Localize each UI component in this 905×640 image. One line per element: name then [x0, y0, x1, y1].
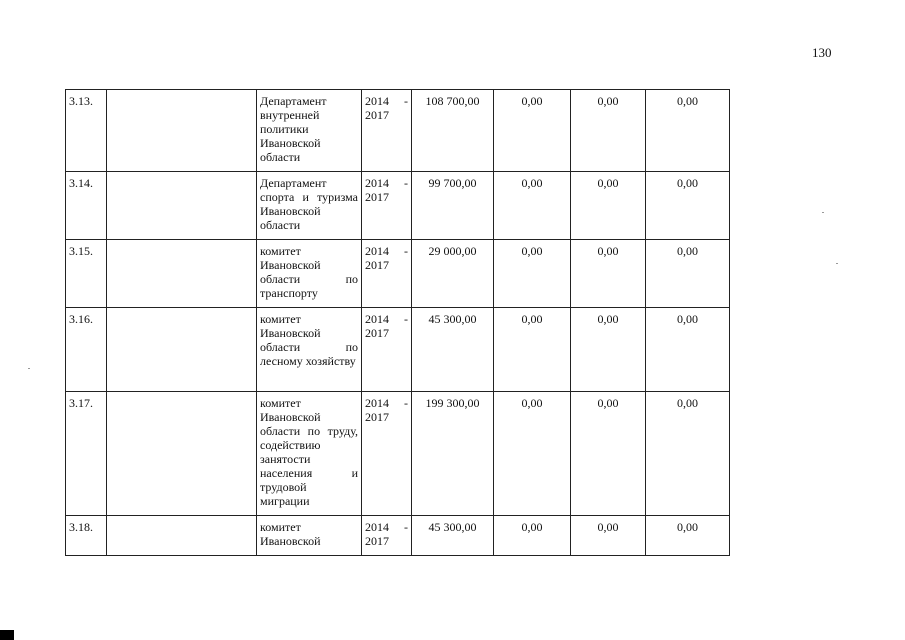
period [362, 392, 412, 516]
value-3: 0,00 [646, 240, 730, 308]
period-start: 2014 [365, 520, 389, 534]
total-sum: 45 300,00 [412, 516, 494, 556]
value-2: 0,00 [571, 90, 646, 172]
row-number: 3.14. [66, 172, 107, 240]
row-number: 3.16. [66, 308, 107, 392]
period [362, 90, 412, 172]
empty-cell [107, 308, 257, 392]
scan-speck [836, 263, 838, 264]
period-start: 2014 [365, 94, 389, 108]
total-sum: 99 700,00 [412, 172, 494, 240]
value-1: 0,00 [494, 516, 571, 556]
total-sum: 108 700,00 [412, 90, 494, 172]
period [362, 172, 412, 240]
table-row [66, 172, 730, 240]
department-name: комитет Ивановской области по труду, содействию занятости населения и трудовой миграции [257, 392, 362, 516]
period [362, 308, 412, 392]
period [362, 240, 412, 308]
period-dash: - [404, 396, 408, 410]
value-1: 0,00 [494, 392, 571, 516]
table-row [66, 308, 730, 392]
empty-cell [107, 90, 257, 172]
value-3: 0,00 [646, 90, 730, 172]
period-end: 2017 [365, 410, 389, 424]
value-3: 0,00 [646, 516, 730, 556]
value-1: 0,00 [494, 90, 571, 172]
value-2: 0,00 [571, 516, 646, 556]
scan-speck [28, 368, 30, 369]
period-dash: - [404, 520, 408, 534]
value-3: 0,00 [646, 392, 730, 516]
period-dash: - [404, 312, 408, 326]
table-row [66, 392, 730, 516]
scan-mark [0, 630, 14, 640]
empty-cell [107, 240, 257, 308]
row-number: 3.18. [66, 516, 107, 556]
value-3: 0,00 [646, 172, 730, 240]
period-end: 2017 [365, 108, 389, 122]
value-2: 0,00 [571, 172, 646, 240]
total-sum: 199 300,00 [412, 392, 494, 516]
department-name: Департамент спорта и туризма Ивановской области [257, 172, 362, 240]
period-end: 2017 [365, 258, 389, 272]
row-number: 3.15. [66, 240, 107, 308]
row-number: 3.17. [66, 392, 107, 516]
value-1: 0,00 [494, 240, 571, 308]
period-start: 2014 [365, 176, 389, 190]
period-dash: - [404, 244, 408, 258]
total-sum: 45 300,00 [412, 308, 494, 392]
value-1: 0,00 [494, 172, 571, 240]
empty-cell [107, 516, 257, 556]
budget-table [65, 89, 730, 556]
table-row [66, 516, 730, 556]
value-3: 0,00 [646, 308, 730, 392]
period-start: 2014 [365, 244, 389, 258]
value-2: 0,00 [571, 308, 646, 392]
period-end: 2017 [365, 326, 389, 340]
department-name: Департамент внутренней политики Ивановской области [257, 90, 362, 172]
table-row [66, 90, 730, 172]
total-sum: 29 000,00 [412, 240, 494, 308]
empty-cell [107, 172, 257, 240]
department-name: комитет Ивановской области по лесному хозяйству [257, 308, 362, 392]
empty-cell [107, 392, 257, 516]
department-name: комитет Ивановской области по транспорту [257, 240, 362, 308]
row-number: 3.13. [66, 90, 107, 172]
period-end: 2017 [365, 190, 389, 204]
table-row [66, 240, 730, 308]
period-start: 2014 [365, 312, 389, 326]
period-end: 2017 [365, 534, 389, 548]
period-dash: - [404, 94, 408, 108]
value-2: 0,00 [571, 240, 646, 308]
department-name: комитет Ивановской [257, 516, 362, 556]
value-1: 0,00 [494, 308, 571, 392]
scan-speck [822, 212, 824, 213]
page-number: 130 [812, 45, 832, 60]
period-dash: - [404, 176, 408, 190]
value-2: 0,00 [571, 392, 646, 516]
period-start: 2014 [365, 396, 389, 410]
period [362, 516, 412, 556]
